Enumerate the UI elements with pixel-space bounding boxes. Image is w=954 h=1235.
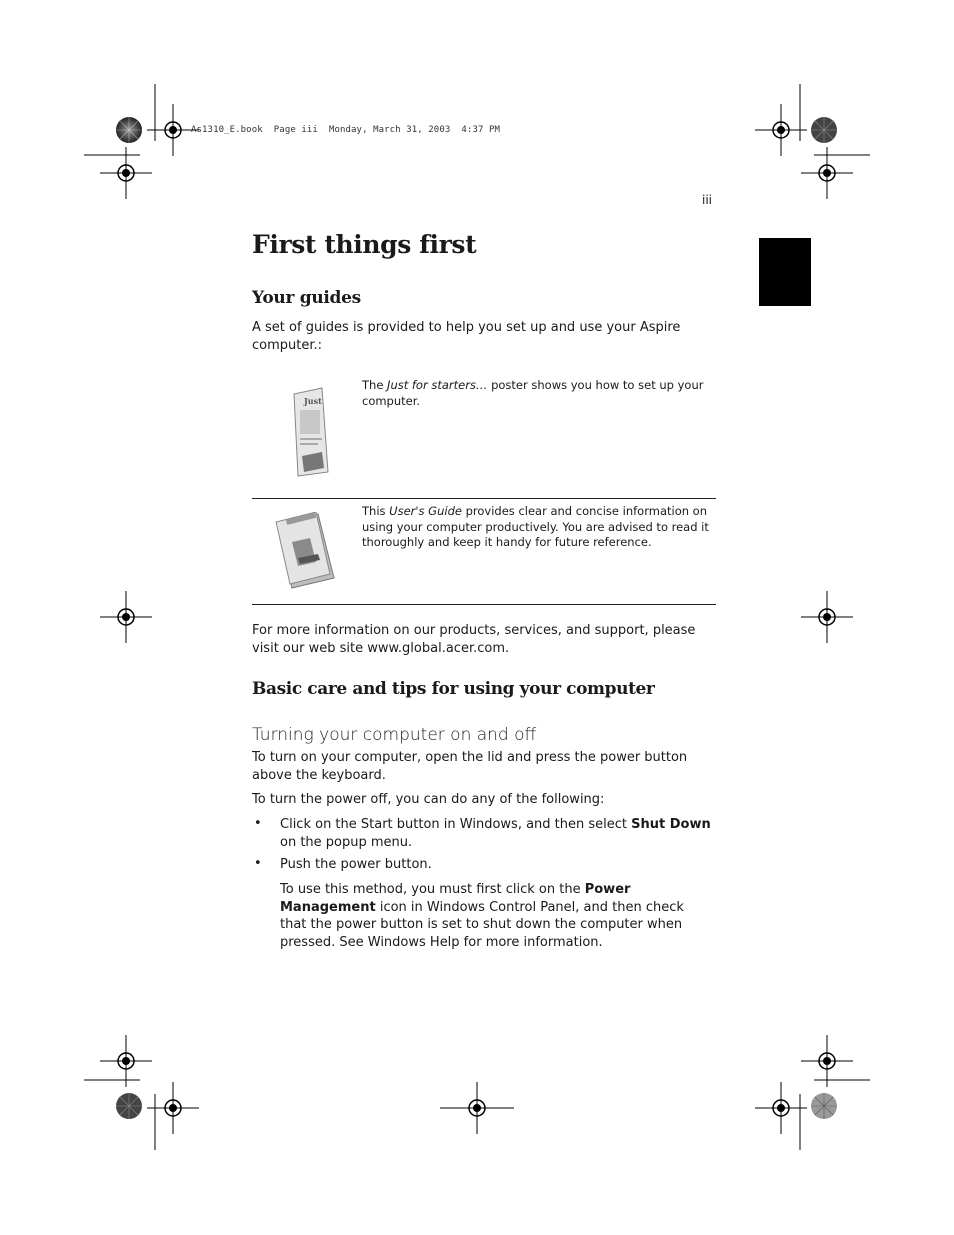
bullet-marker: •	[254, 816, 262, 831]
bullet-marker: •	[254, 856, 262, 871]
section-heading-basic-care: Basic care and tips for using your computer	[252, 679, 655, 699]
registration-crosshair-icon	[801, 591, 853, 643]
poster-thumbnail	[290, 386, 332, 478]
starburst-target-icon	[115, 1092, 143, 1120]
registration-crosshair-icon	[801, 147, 853, 199]
guides-intro: A set of guides is provided to help you set up and use your Aspire computer.:	[252, 320, 681, 353]
turn-off-intro: To turn the power off, you can do any of the following:	[252, 792, 605, 807]
chapter-thumb-tab	[759, 238, 811, 306]
poster-description: The Just for starters… poster shows you how to set up your computer.	[362, 378, 704, 408]
table-divider	[252, 498, 716, 499]
subheading-turning-on-off: Turning your computer on and off	[252, 725, 537, 745]
registration-crosshair-icon	[100, 1035, 152, 1087]
registration-crosshair-icon	[100, 147, 152, 199]
users-guide-thumbnail	[272, 512, 340, 590]
starburst-target-icon	[810, 1092, 838, 1120]
starburst-target-icon	[115, 116, 143, 144]
starburst-target-icon	[810, 116, 838, 144]
registration-crosshair-icon	[801, 1035, 853, 1087]
users-guide-description: This User's Guide provides clear and concise information on using your computer productively. You are advised to read it thoroughly and keep it handy for future reference.	[362, 504, 709, 549]
power-management-note: To use this method, you must first click on the Power Management icon in Windows Control Panel, and then check that the power button is set to shut down the computer when pressed. See Windows Help for more information.	[280, 882, 684, 950]
section-heading-your-guides: Your guides	[252, 288, 361, 308]
poster-thumb-title: Just	[304, 396, 322, 406]
registration-crosshair-icon	[147, 1082, 199, 1134]
page-title: First things first	[252, 230, 477, 259]
bullet-item-power-button: Push the power button.	[280, 857, 432, 872]
registration-crosshair-icon	[755, 104, 807, 156]
bullet-item-shut-down: Click on the Start button in Windows, and then select Shut Down on the popup menu.	[280, 817, 711, 850]
registration-crosshair-icon	[147, 104, 199, 156]
turn-on-paragraph: To turn on your computer, open the lid and press the power button above the keyboard.	[252, 750, 688, 783]
registration-crosshair-icon	[755, 1082, 807, 1134]
table-divider	[252, 604, 716, 605]
registration-crosshair-icon	[440, 1082, 514, 1134]
printer-slug: As1310_E.book Page iii Monday, March 31, 2003 4:37 PM	[191, 125, 501, 135]
registration-crosshair-icon	[100, 591, 152, 643]
page-number: iii	[702, 193, 713, 207]
more-info-paragraph: For more information on our products, services, and support, please visit our web site www.global.acer.com.	[252, 623, 696, 656]
